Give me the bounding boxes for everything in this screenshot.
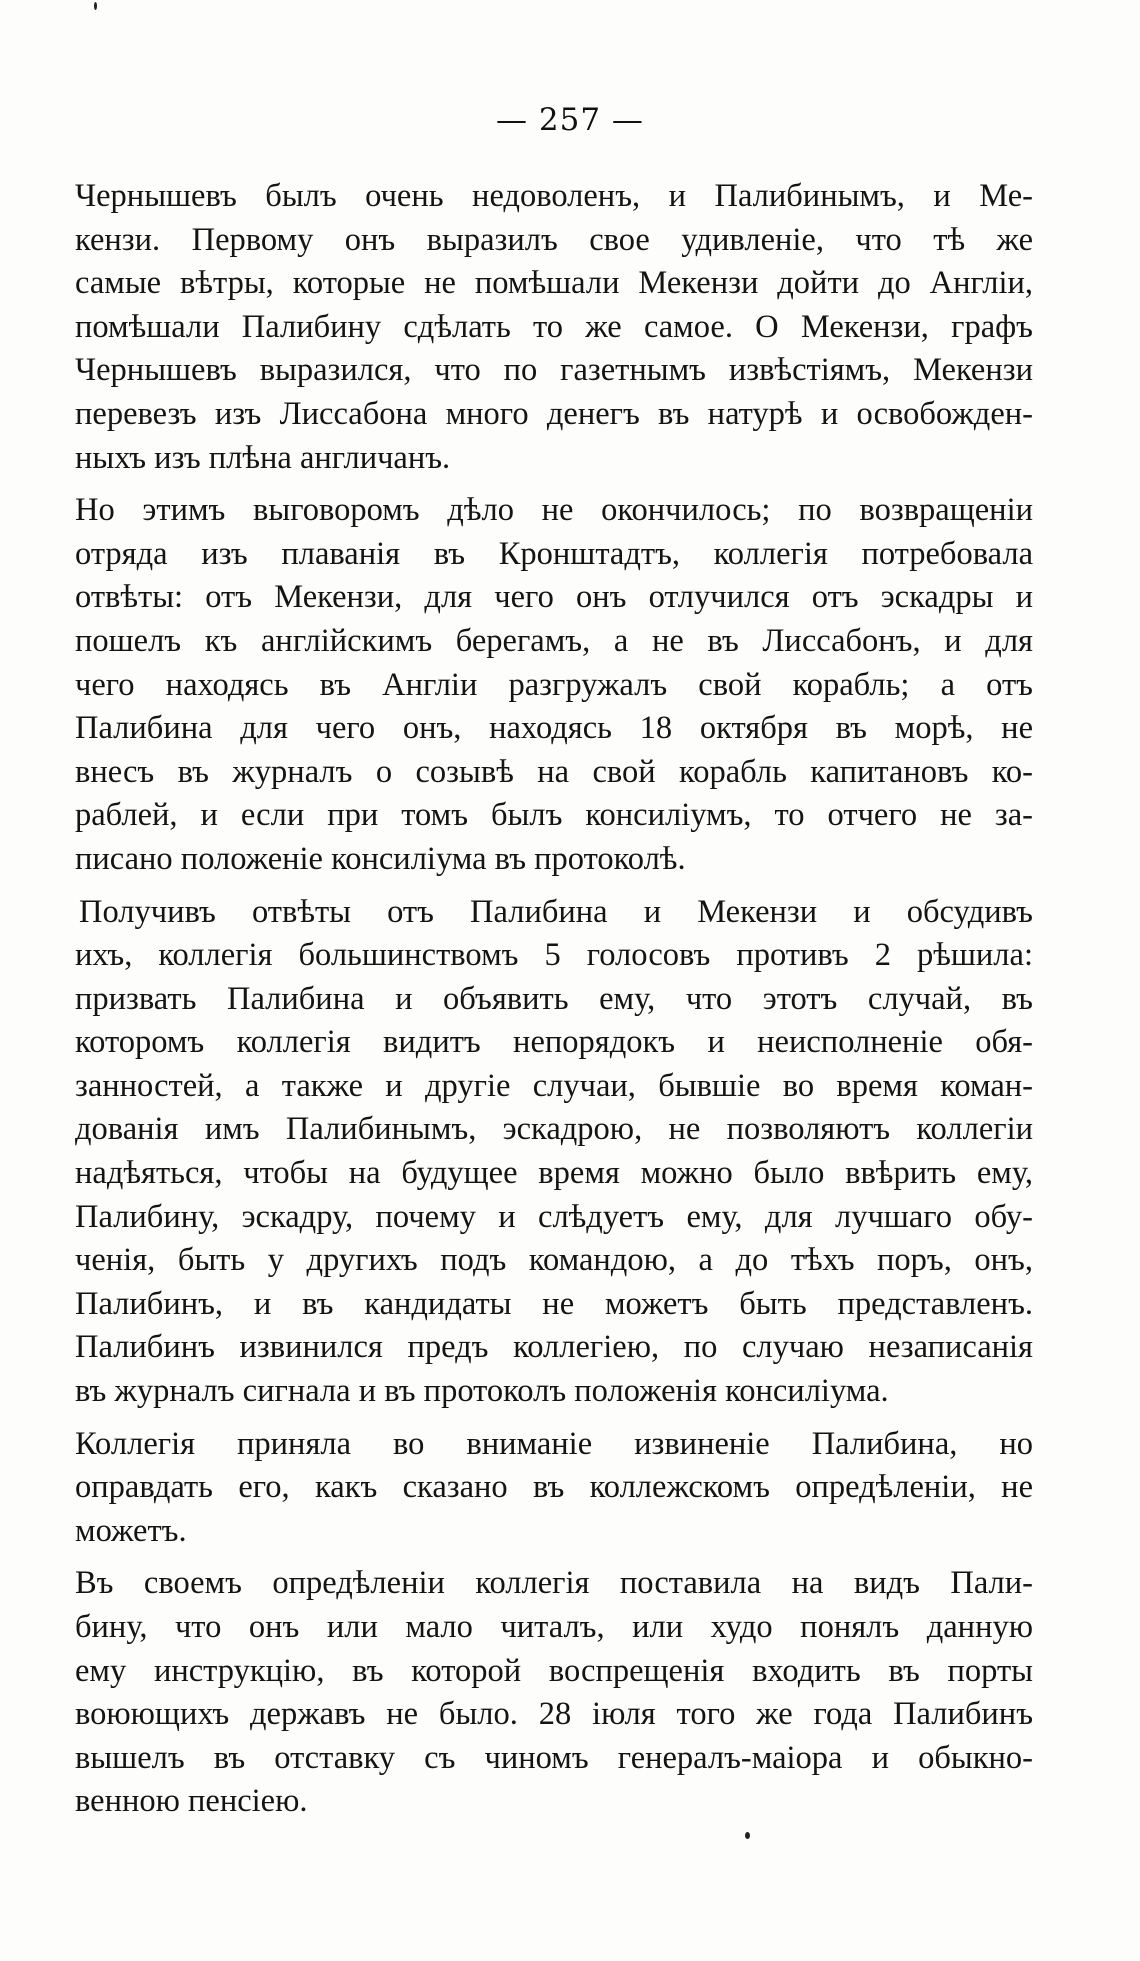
- paragraph-3: [75, 891, 1033, 1414]
- text-line: оправдать его, какъ сказано въ коллежскомъ опредѣленіи, не: [75, 1469, 1033, 1506]
- text-line: ченія, быть у другихъ подъ командою, а до тѣхъ поръ, онъ,: [75, 1242, 1033, 1279]
- ink-speck: [745, 1832, 750, 1839]
- text-line: надѣяться, чтобы на будущее время можно было ввѣрить ему,: [75, 1155, 1033, 1192]
- body-text: [75, 175, 1033, 1824]
- text-line: Получивъ отвѣты отъ Палибина и Мекензи и обсудивъ: [79, 893, 1033, 930]
- page-number: — 257 —: [496, 102, 644, 138]
- text-line: вышелъ въ отставку съ чиномъ генералъ-маіора и обыкно-: [75, 1739, 1033, 1776]
- text-line: Но этимъ выговоромъ дѣло не окончилось; по возвращеніи: [75, 492, 1033, 529]
- text-line: дованія имъ Палибинымъ, эскадрою, не позволяютъ коллегіи: [75, 1111, 1033, 1148]
- text-line: ныхъ изъ плѣна англичанъ.: [75, 439, 451, 476]
- text-line: Чернышевъ былъ очень недоволенъ, и Палибинымъ, и Ме-: [75, 178, 1033, 214]
- text-line: Палибинъ, и въ кандидаты не можетъ быть представленъ.: [75, 1285, 1033, 1322]
- paragraph-1: [75, 175, 1033, 480]
- text-line: помѣшали Палибину сдѣлать то же самое. О Мекензи, графъ: [75, 308, 1033, 345]
- ink-speck: [94, 2, 97, 10]
- text-line: внесъ въ журналъ о созывѣ на свой корабль капитановъ ко-: [75, 753, 1033, 790]
- paragraph-4: [75, 1423, 1033, 1554]
- text-line: перевезъ изъ Лиссабона много денегъ въ натурѣ и освобожден-: [75, 395, 1033, 432]
- text-line: въ журналъ сигнала и въ протоколъ положенія консиліума.: [75, 1373, 889, 1410]
- text-line: призвать Палибина и объявить ему, что этотъ случай, въ: [75, 980, 1033, 1017]
- text-line: кензи. Первому онъ выразилъ свое удивленіе, что тѣ же: [75, 221, 1033, 258]
- text-line: бину, что онъ или мало читалъ, или худо понялъ данную: [75, 1609, 1033, 1645]
- text-line: Палибинъ извинился предъ коллегіею, по случаю незаписанія: [75, 1329, 1033, 1366]
- text-line: писано положеніе консиліума въ протоколѣ.: [75, 840, 686, 877]
- text-line: чего находясь въ Англіи разгружалъ свой корабль; а отъ: [75, 666, 1033, 703]
- text-line: пошелъ къ англійскимъ берегамъ, а не въ Лиссабонъ, и для: [75, 622, 1033, 659]
- text-line: ему инструкцію, въ которой воспрещенія входить въ порты: [75, 1652, 1033, 1689]
- text-line: венною пенсіею.: [75, 1783, 308, 1820]
- text-line: отряда изъ плаванія въ Кронштадтъ, коллегія потребовала: [75, 535, 1033, 572]
- text-line: можетъ.: [75, 1512, 187, 1549]
- paragraph-2: [75, 489, 1033, 881]
- text-line: ихъ, коллегія большинствомъ 5 голосовъ противъ 2 рѣшила:: [75, 937, 1033, 974]
- text-line: занностей, а также и другіе случаи, бывшіе во время коман-: [75, 1067, 1033, 1104]
- text-line: Коллегія приняла во вниманіе извиненіе Палибина, но: [75, 1425, 1033, 1462]
- text-line: отвѣты: отъ Мекензи, для чего онъ отлучился отъ эскадры и: [75, 579, 1033, 616]
- text-line: которомъ коллегія видитъ непорядокъ и неисполненіе обя-: [75, 1024, 1033, 1061]
- paragraph-5: [75, 1562, 1033, 1824]
- text-line: Чернышевъ выразился, что по газетнымъ извѣстіямъ, Мекензи: [75, 352, 1033, 389]
- text-line: раблей, и если при томъ былъ консиліумъ, то отчего не за-: [75, 797, 1033, 834]
- text-line: Палибина для чего онъ, находясь 18 октября въ морѣ, не: [75, 710, 1033, 747]
- text-line: воюющихъ державъ не было. 28 іюля того же года Палибинъ: [75, 1696, 1033, 1733]
- text-line: самые вѣтры, которые не помѣшали Мекензи дойти до Англіи,: [75, 265, 1033, 302]
- text-line: Въ своемъ опредѣленіи коллегія поставила на видъ Пали-: [75, 1565, 1033, 1602]
- text-line: Палибину, эскадру, почему и слѣдуетъ ему, для лучшаго обу-: [75, 1198, 1033, 1235]
